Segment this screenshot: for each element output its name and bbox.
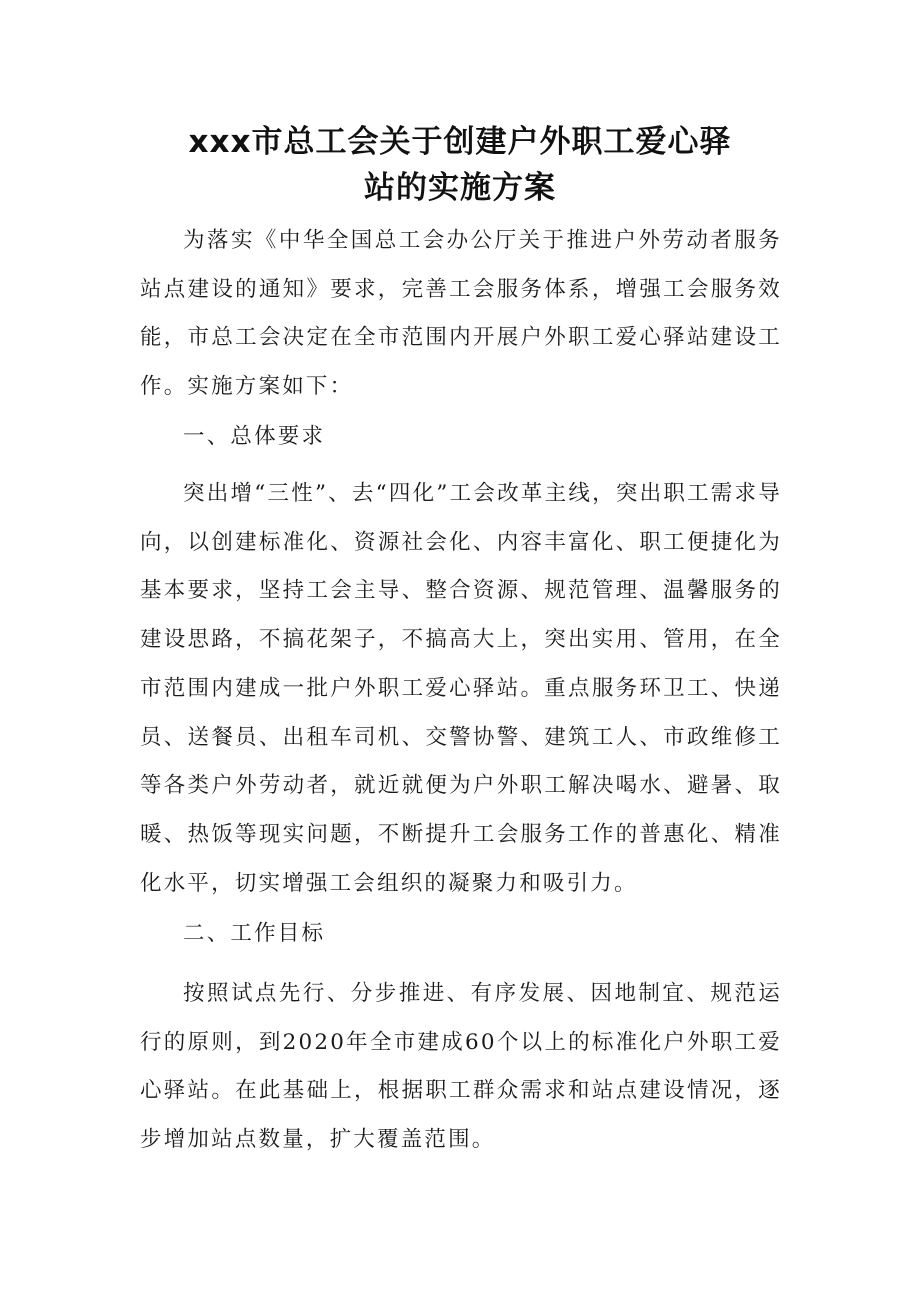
section-heading-work-goals: 二、工作目标 [183,921,326,946]
document-title-line1: xxx市总工会关于创建户外职工爱心驿 [188,124,732,160]
section-heading-general-requirements: 一、总体要求 [183,424,326,449]
section-body-work-goals: 按照试点先行、分步推进、有序发展、因地制宜、规范运行的原则，到2020年全市建成60个以上的标准化户外职工爱心驿站。在此基础上，根据职工群众需求和站点建设情况，逐步增加站点数量，扩大覆盖范围。 [140,981,782,1153]
intro-paragraph: 为落实《中华全国总工会办公厅关于推进户外劳动者服务站点建设的通知》要求，完善工会服务体系，增强工会服务效能，市总工会决定在全市范围内开展户外职工爱心驿站建设工作。实施方案如下： [140,228,782,400]
document-title-line2: 站的实施方案 [364,170,556,206]
section-body-general-requirements: 突出增“三性”、去“四化”工会改革主线，突出职工需求导向，以创建标准化、资源社会化、内容丰富化、职工便捷化为基本要求，坚持工会主导、整合资源、规范管理、温馨服务的建设思路，不搞花架子，不搞高大上，突出实用、管用，在全市范围内建成一批户外职工爱心驿站。重点服务环卫工、快递员、送餐员、出租车司机、交警协警、建筑工人、市政维修工等各类户外劳动者，就近就便为户外职工解决喝水、避暑、取暖、热饭等现实问题，不断提升工会服务工作的普惠化、精准化水平，切实增强工会组织的凝聚力和吸引力。 [140,481,782,896]
